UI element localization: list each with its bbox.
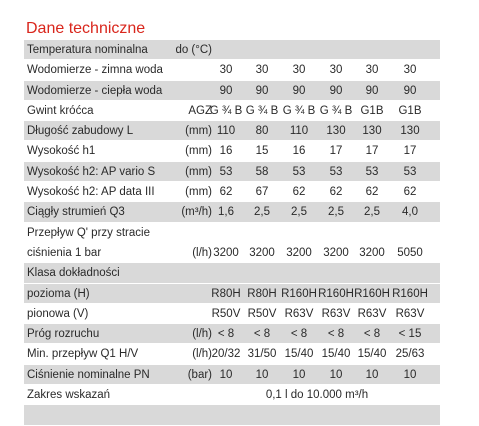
value-cell: 80 — [255, 125, 269, 138]
table-row — [24, 121, 440, 141]
value-cell: < 8 — [363, 328, 381, 341]
row-unit — [152, 385, 212, 405]
value-cell: 10 — [255, 368, 269, 381]
value-cell — [352, 263, 392, 283]
table-row — [24, 385, 440, 405]
value-cell: 30 — [219, 64, 233, 77]
table-row — [24, 182, 440, 202]
value-cell: R160H — [318, 287, 354, 300]
value-cell — [352, 223, 392, 243]
value-cell: R160H — [354, 287, 390, 300]
table-row — [24, 223, 440, 243]
value-cell: 30 — [403, 64, 417, 77]
row-label: Wodomierze - ciepła woda — [27, 84, 163, 97]
value-cell — [279, 223, 319, 243]
row-label: Wodomierze - zimna woda — [27, 64, 163, 77]
row-label: Próg rozruchu — [27, 328, 100, 341]
table-row — [24, 101, 440, 121]
row-label: Przepływ Q' przy stracie — [27, 226, 150, 239]
value-cell: 53 — [329, 165, 343, 178]
value-cell: 62 — [219, 186, 233, 199]
technical-data-table — [24, 40, 440, 426]
table-row — [24, 141, 440, 161]
value-cell: 2,5 — [291, 206, 307, 219]
table-row — [24, 304, 440, 324]
value-cell — [242, 40, 282, 60]
row-unit: (l/h) — [192, 328, 212, 341]
value-cell: 15/40 — [357, 348, 387, 361]
row-unit: (mm) — [185, 125, 212, 138]
table-row — [24, 324, 440, 344]
value-cell: G ¾ B — [245, 104, 279, 117]
value-cell: R50V — [211, 307, 241, 320]
value-cell: 10 — [329, 368, 343, 381]
row-unit: (bar) — [187, 368, 212, 381]
value-cell: R80H — [211, 287, 241, 300]
value-cell — [206, 40, 246, 60]
row-label: Klasa dokładności — [27, 267, 120, 280]
value-cell — [316, 40, 356, 60]
value-cell: 10 — [292, 368, 306, 381]
value-cell: 130 — [400, 125, 420, 138]
value-cell: 110 — [289, 125, 309, 138]
value-cell: G1B — [398, 104, 422, 117]
value-cell: 90 — [219, 84, 233, 97]
value-cell: 10 — [219, 368, 233, 381]
value-cell: 90 — [403, 84, 417, 97]
table-row — [24, 162, 440, 182]
value-cell: R63V — [284, 307, 314, 320]
value-cell: 3200 — [359, 246, 385, 259]
section-title: Dane techniczne — [26, 20, 146, 37]
value-cell: 30 — [329, 64, 343, 77]
value-cell: 62 — [403, 186, 417, 199]
value-cell: 17 — [365, 145, 379, 158]
row-unit — [152, 81, 212, 101]
value-cell: < 8 — [253, 328, 271, 341]
row-unit — [152, 284, 212, 304]
value-cell: 15/40 — [321, 348, 351, 361]
value-cell — [279, 40, 319, 60]
value-cell — [279, 263, 319, 283]
value-cell: R80H — [247, 287, 277, 300]
row-unit: (l/h) — [192, 348, 212, 361]
value-cell — [206, 263, 246, 283]
value-cell: 2,5 — [328, 206, 344, 219]
table-row — [24, 60, 440, 80]
row-label: Min. przepływ Q1 H/V — [27, 348, 139, 361]
value-cell: R63V — [321, 307, 351, 320]
value-cell: G ¾ B — [319, 104, 353, 117]
row-unit — [152, 405, 212, 425]
row-unit — [152, 304, 212, 324]
row-unit: do (°C) — [175, 44, 212, 56]
row-unit: AGZ — [188, 104, 212, 117]
table-row — [24, 405, 440, 425]
row-label: ciśnienia 1 bar — [27, 246, 102, 259]
value-cell: 4,0 — [402, 206, 418, 219]
value-cell — [352, 405, 392, 425]
row-unit — [152, 60, 212, 80]
row-label: Wysokość h2: AP data III — [27, 186, 155, 199]
row-label: Ciągły strumień Q3 — [27, 206, 125, 219]
value-cell: 5050 — [397, 246, 423, 259]
value-cell: R50V — [247, 307, 277, 320]
row-label: Temperatura nominalna — [27, 44, 148, 56]
value-cell — [390, 223, 430, 243]
value-cell: < 8 — [290, 328, 308, 341]
row-label: Gwint króćca — [27, 104, 94, 117]
value-cell — [316, 405, 356, 425]
value-cell: 30 — [292, 64, 306, 77]
row-label: pozioma (H) — [27, 287, 90, 300]
value-cell: 30 — [365, 64, 379, 77]
value-cell — [242, 223, 282, 243]
value-cell: 53 — [292, 165, 306, 178]
row-span-value: 0,1 l do 10.000 m³/h — [265, 389, 369, 402]
value-cell: < 15 — [398, 328, 422, 341]
value-cell: 90 — [255, 84, 269, 97]
value-cell: 110 — [216, 125, 236, 138]
value-cell — [352, 40, 392, 60]
value-cell: 10 — [365, 368, 379, 381]
value-cell: 130 — [326, 125, 346, 138]
value-cell: G ¾ B — [282, 104, 316, 117]
row-label: Długość zabudowy L — [27, 125, 134, 138]
table-row — [24, 284, 440, 304]
value-cell — [279, 405, 319, 425]
value-cell: < 8 — [327, 328, 345, 341]
value-cell: 15/40 — [284, 348, 314, 361]
value-cell: G ¾ B — [209, 104, 243, 117]
table-row — [24, 81, 440, 101]
value-cell: 67 — [255, 186, 269, 199]
value-cell: R160H — [392, 287, 428, 300]
row-unit: (l/h) — [192, 246, 212, 259]
table-row — [24, 365, 440, 385]
value-cell: 2,5 — [254, 206, 270, 219]
value-cell: R63V — [357, 307, 387, 320]
value-cell: 90 — [365, 84, 379, 97]
row-label: Ciśnienie nominalne PN — [27, 368, 150, 381]
value-cell: 31/50 — [247, 348, 277, 361]
value-cell: 2,5 — [364, 206, 380, 219]
row-label: pionowa (V) — [27, 307, 89, 320]
value-cell: 3200 — [323, 246, 349, 259]
value-cell — [206, 405, 246, 425]
row-unit — [152, 223, 212, 243]
value-cell: 1,6 — [218, 206, 234, 219]
value-cell: 130 — [362, 125, 382, 138]
value-cell: 25/63 — [395, 348, 425, 361]
value-cell: R160H — [281, 287, 317, 300]
row-label: Wysokość h2: AP vario S — [27, 165, 156, 178]
table-row — [24, 202, 440, 222]
value-cell: 20/32 — [211, 348, 241, 361]
value-cell: 58 — [255, 165, 269, 178]
value-cell — [316, 263, 356, 283]
value-cell — [390, 405, 430, 425]
row-unit: (mm) — [185, 145, 212, 158]
value-cell — [242, 405, 282, 425]
value-cell: 53 — [365, 165, 379, 178]
value-cell: G1B — [360, 104, 384, 117]
value-cell: 62 — [292, 186, 306, 199]
value-cell: 17 — [403, 145, 417, 158]
value-cell — [390, 40, 430, 60]
table-row — [24, 243, 440, 263]
row-label: Wysokość h1 — [27, 145, 96, 158]
row-unit — [152, 263, 212, 283]
value-cell: 30 — [255, 64, 269, 77]
value-cell: 90 — [292, 84, 306, 97]
value-cell: 3200 — [249, 246, 275, 259]
value-cell: 90 — [329, 84, 343, 97]
value-cell — [390, 263, 430, 283]
table-row — [24, 40, 440, 60]
table-row — [24, 344, 440, 364]
table-row — [24, 263, 440, 283]
value-cell: 16 — [292, 145, 306, 158]
value-cell: < 8 — [217, 328, 235, 341]
value-cell: 10 — [403, 368, 417, 381]
value-cell: 15 — [255, 145, 269, 158]
value-cell: 53 — [403, 165, 417, 178]
row-label: Zakres wskazań — [27, 389, 111, 402]
row-unit: (mm) — [185, 186, 212, 199]
value-cell: R63V — [395, 307, 425, 320]
value-cell — [316, 223, 356, 243]
value-cell: 62 — [329, 186, 343, 199]
value-cell: 62 — [365, 186, 379, 199]
value-cell — [242, 263, 282, 283]
row-unit: (mm) — [185, 165, 212, 178]
value-cell: 3200 — [286, 246, 312, 259]
value-cell: 3200 — [213, 246, 239, 259]
value-cell: 16 — [219, 145, 233, 158]
row-unit: (m³/h) — [181, 206, 212, 219]
value-cell: 17 — [329, 145, 343, 158]
value-cell — [206, 223, 246, 243]
value-cell: 53 — [219, 165, 233, 178]
